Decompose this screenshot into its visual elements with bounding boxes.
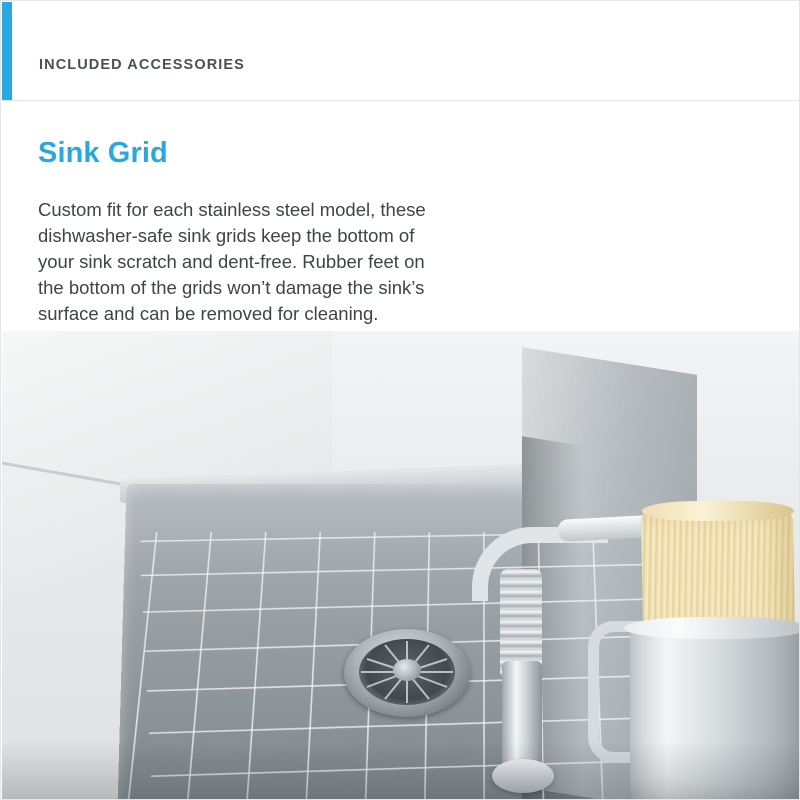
pot-rim xyxy=(624,617,800,639)
section-eyebrow: INCLUDED ACCESSORIES xyxy=(39,57,245,73)
drain-hub xyxy=(393,659,421,681)
page-title: Sink Grid xyxy=(38,137,168,169)
product-photo xyxy=(2,331,800,800)
spaghetti-top xyxy=(642,501,794,521)
description-text: Custom fit for each stainless steel model, these dishwasher-safe sink grids keep the bottom of your sink scratch and dent-free. Rubber feet on the bottom of the grids won’t damage the sink’s surface and can be removed for cleaning. xyxy=(38,199,426,324)
header-divider xyxy=(2,100,800,101)
photo-bottom-shadow xyxy=(2,740,800,800)
accent-bar xyxy=(2,2,12,100)
